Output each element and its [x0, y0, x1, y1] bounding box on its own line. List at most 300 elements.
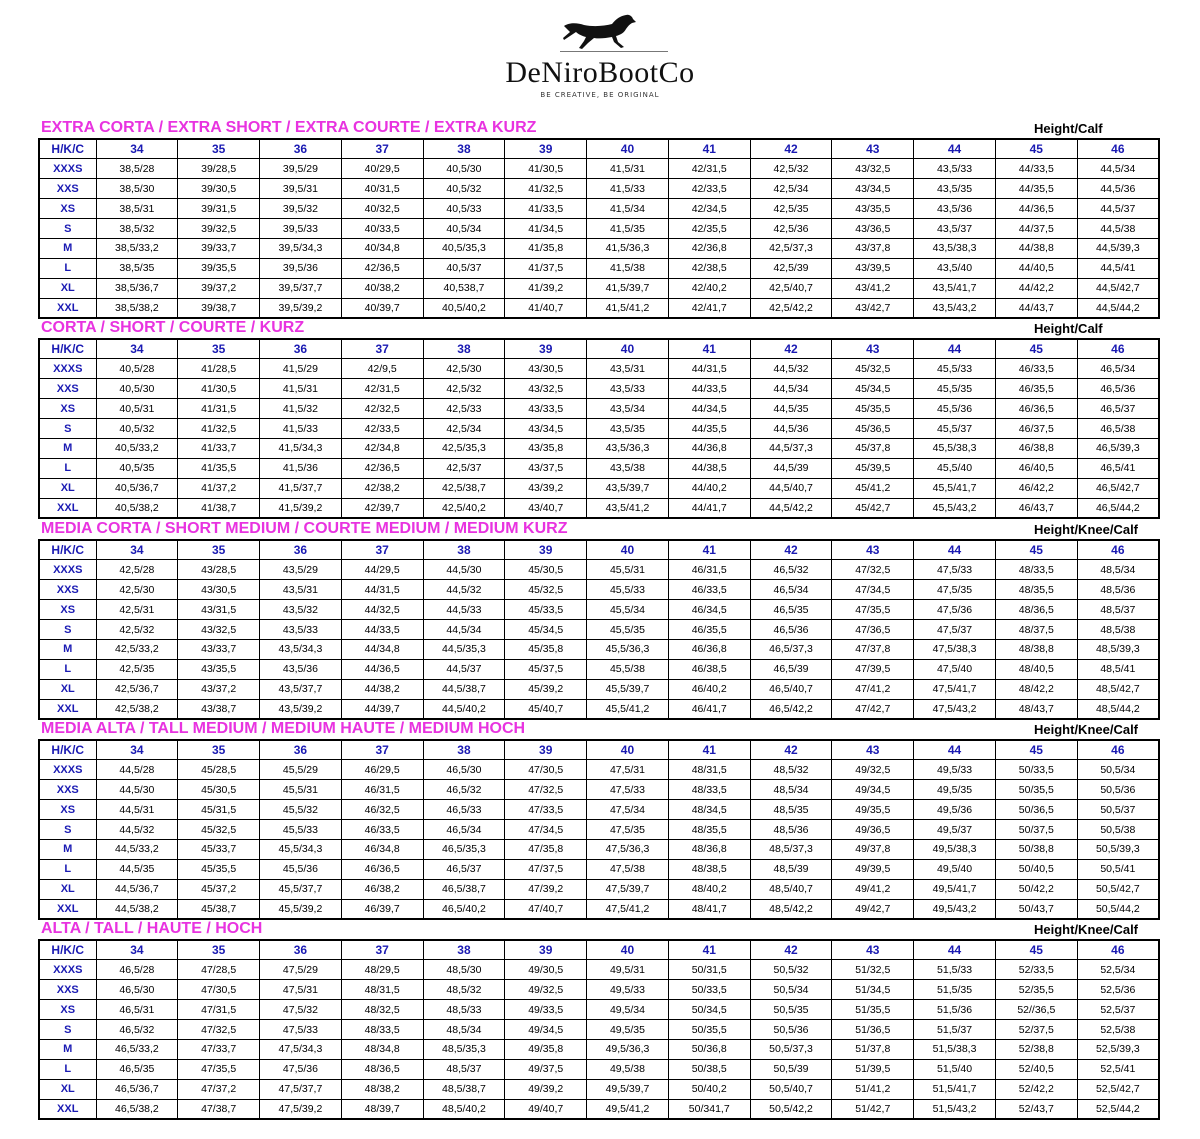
measurement-cell: 42/33,5: [668, 179, 750, 199]
measurement-cell: 50,5/39: [750, 1059, 832, 1079]
measurement-cell: 44,5/40,7: [750, 478, 832, 498]
measurement-cell: 51/39,5: [832, 1059, 914, 1079]
measurement-cell: 41/30,5: [178, 379, 260, 399]
measurement-cell: 47,5/33: [260, 1020, 342, 1040]
calf-size-label: L: [39, 859, 96, 879]
measurement-cell: 39/38,7: [178, 298, 260, 318]
measurement-cell: 47,5/41,2: [587, 899, 669, 919]
measurement-cell: 43/38,7: [178, 699, 260, 719]
measurement-cell: 48/38,8: [995, 639, 1077, 659]
measurement-cell: 48/35,5: [668, 820, 750, 840]
measurement-cell: 45,5/39,2: [260, 899, 342, 919]
shoe-size-header: 41: [668, 740, 750, 760]
measurement-cell: 47,5/38: [587, 859, 669, 879]
table-row: [39, 859, 1159, 879]
measurement-cell: 43/35,5: [832, 199, 914, 219]
measurement-cell: 45,5/38,3: [914, 438, 996, 458]
measurement-cell: 44/34,5: [668, 399, 750, 419]
table-row: [39, 298, 1159, 318]
size-section-extra-short: [38, 119, 1160, 319]
measurement-cell: 44/31,5: [341, 580, 423, 600]
shoe-size-header: 38: [423, 940, 505, 960]
measurement-cell: 43,5/38,3: [914, 238, 996, 258]
measurement-cell: 43/37,8: [832, 238, 914, 258]
measurement-cell: 46,5/40,7: [750, 679, 832, 699]
measurement-cell: 40,5/40,2: [423, 298, 505, 318]
measurement-cell: 47,5/35: [587, 820, 669, 840]
measurement-cell: 46,5/40,2: [423, 899, 505, 919]
measurement-cell: 42,5/38,7: [423, 478, 505, 498]
measurement-cell: 43,5/37,7: [260, 679, 342, 699]
shoe-size-header: 42: [750, 540, 832, 560]
measurement-cell: 44,5/34: [1077, 159, 1159, 179]
measurement-cell: 43,5/31: [260, 580, 342, 600]
table-row: [39, 278, 1159, 298]
measurement-cell: 46/39,7: [341, 899, 423, 919]
measurement-cell: 45,5/36: [914, 399, 996, 419]
measurement-cell: 46,5/34: [750, 580, 832, 600]
measurement-cell: 43/32,5: [178, 620, 260, 640]
measurement-cell: 48/41,7: [668, 899, 750, 919]
measurement-cell: 41/31,5: [178, 399, 260, 419]
measurement-label: Height/Knee/Calf: [1034, 722, 1139, 737]
measurement-cell: 42,5/34: [750, 179, 832, 199]
shoe-size-header: 34: [96, 339, 178, 359]
measurement-cell: 52/33,5: [995, 960, 1077, 980]
measurement-cell: 43/39,5: [832, 258, 914, 278]
shoe-size-header: 38: [423, 339, 505, 359]
measurement-cell: 48,5/38: [1077, 620, 1159, 640]
measurement-cell: 39/37,2: [178, 278, 260, 298]
table-row: [39, 238, 1159, 258]
measurement-cell: 40,5/30: [423, 159, 505, 179]
measurement-cell: 49,5/37: [914, 820, 996, 840]
measurement-cell: 44/33,5: [668, 379, 750, 399]
measurement-cell: 44/39,7: [341, 699, 423, 719]
measurement-cell: 43,5/33: [260, 620, 342, 640]
measurement-cell: 48,5/40,2: [423, 1099, 505, 1119]
measurement-cell: 44/33,5: [341, 620, 423, 640]
measurement-cell: 43,5/41,2: [587, 498, 669, 518]
measurement-cell: 46,5/33,2: [96, 1039, 178, 1059]
measurement-cell: 43/40,7: [505, 498, 587, 518]
measurement-cell: 41,5/29: [260, 359, 342, 379]
measurement-cell: 46/36,5: [341, 859, 423, 879]
measurement-cell: 44,5/38,2: [96, 899, 178, 919]
measurement-cell: 43,5/35: [587, 419, 669, 439]
table-row: [39, 458, 1159, 478]
calf-size-label: M: [39, 839, 96, 859]
measurement-cell: 47/34,5: [505, 820, 587, 840]
measurement-cell: 48/33,5: [341, 1020, 423, 1040]
measurement-cell: 42/41,7: [668, 298, 750, 318]
measurement-cell: 41/34,5: [505, 219, 587, 239]
calf-size-label: XXL: [39, 699, 96, 719]
measurement-cell: 47,5/32: [260, 1000, 342, 1020]
calf-size-label: XS: [39, 800, 96, 820]
measurement-cell: 45/30,5: [178, 780, 260, 800]
measurement-cell: 41,5/41,2: [587, 298, 669, 318]
measurement-cell: 39,5/32: [260, 199, 342, 219]
measurement-cell: 45/35,8: [505, 639, 587, 659]
measurement-cell: 44,5/42,2: [750, 498, 832, 518]
size-section-tall: [38, 920, 1160, 1120]
measurement-cell: 44,5/36: [750, 419, 832, 439]
measurement-cell: 45/33,5: [505, 600, 587, 620]
measurement-cell: 39/30,5: [178, 179, 260, 199]
calf-size-label: XXXS: [39, 560, 96, 580]
measurement-cell: 45/37,8: [832, 438, 914, 458]
measurement-cell: 45,5/37,7: [260, 879, 342, 899]
measurement-cell: 40,538,7: [423, 278, 505, 298]
measurement-cell: 48/40,5: [995, 659, 1077, 679]
shoe-size-header: 41: [668, 940, 750, 960]
shoe-size-header: 39: [505, 339, 587, 359]
measurement-cell: 50/36,5: [995, 800, 1077, 820]
measurement-cell: 48,5/32: [750, 760, 832, 780]
measurement-cell: 45,5/31: [587, 560, 669, 580]
brand-name: DeNiroBootCo: [505, 56, 695, 89]
measurement-cell: 49/42,7: [832, 899, 914, 919]
measurement-cell: 44,5/37: [423, 659, 505, 679]
measurement-cell: 40,5/32: [96, 419, 178, 439]
measurement-cell: 42/34,8: [341, 438, 423, 458]
shoe-size-header: 42: [750, 940, 832, 960]
measurement-cell: 46,5/30: [96, 980, 178, 1000]
table-row: [39, 179, 1159, 199]
measurement-cell: 44,5/32: [423, 580, 505, 600]
measurement-cell: 47/31,5: [178, 1000, 260, 1020]
measurement-cell: 43/39,2: [505, 478, 587, 498]
measurement-cell: 45,5/34,3: [260, 839, 342, 859]
measurement-cell: 44/36,5: [995, 199, 1077, 219]
measurement-cell: 48,5/42,7: [1077, 679, 1159, 699]
measurement-cell: 40/38,2: [341, 278, 423, 298]
measurement-cell: 44,5/31: [96, 800, 178, 820]
measurement-cell: 40,5/37: [423, 258, 505, 278]
measurement-cell: 48/43,7: [995, 699, 1077, 719]
table-row: [39, 498, 1159, 518]
measurement-cell: 44,5/35: [750, 399, 832, 419]
calf-size-label: S: [39, 620, 96, 640]
measurement-cell: 41/28,5: [178, 359, 260, 379]
shoe-size-header: 40: [587, 339, 669, 359]
measurement-cell: 44/32,5: [341, 600, 423, 620]
shoe-size-header: 44: [914, 740, 996, 760]
measurement-cell: 47/39,5: [832, 659, 914, 679]
measurement-cell: 50/38,5: [668, 1059, 750, 1079]
measurement-cell: 46,5/33: [423, 800, 505, 820]
measurement-cell: 47,5/31: [587, 760, 669, 780]
measurement-cell: 43,5/36,3: [587, 438, 669, 458]
section-title: CORTA / SHORT / COURTE / KURZ: [41, 319, 305, 336]
measurement-cell: 41,5/36,3: [587, 238, 669, 258]
measurement-cell: 41/35,8: [505, 238, 587, 258]
measurement-cell: 43/35,8: [505, 438, 587, 458]
measurement-cell: 45/39,2: [505, 679, 587, 699]
measurement-cell: 48/38,2: [341, 1079, 423, 1099]
measurement-cell: 52//36,5: [995, 1000, 1077, 1020]
measurement-cell: 45,5/33: [260, 820, 342, 840]
measurement-cell: 43/36,5: [832, 219, 914, 239]
measurement-cell: 43/37,2: [178, 679, 260, 699]
size-table: [38, 338, 1160, 519]
shoe-size-header: 34: [96, 940, 178, 960]
calf-size-label: XXL: [39, 1099, 96, 1119]
measurement-cell: 48/31,5: [341, 980, 423, 1000]
measurement-cell: 50,5/34: [1077, 760, 1159, 780]
shoe-size-header: 40: [587, 139, 669, 159]
measurement-cell: 47/33,7: [178, 1039, 260, 1059]
measurement-cell: 40,5/32: [423, 179, 505, 199]
measurement-cell: 50/43,7: [995, 899, 1077, 919]
measurement-cell: 46,5/31: [96, 1000, 178, 1020]
measurement-cell: 46,5/38,2: [96, 1099, 178, 1119]
measurement-cell: 45,5/34: [587, 600, 669, 620]
measurement-cell: 46,5/34: [423, 820, 505, 840]
measurement-cell: 52/42,2: [995, 1079, 1077, 1099]
shoe-size-header: 35: [178, 339, 260, 359]
calf-size-label: L: [39, 258, 96, 278]
measurement-cell: 40,5/31: [96, 399, 178, 419]
measurement-cell: 41,5/34,3: [260, 438, 342, 458]
measurement-cell: 42,5/36: [750, 219, 832, 239]
measurement-cell: 43/28,5: [178, 560, 260, 580]
measurement-cell: 48,5/35: [750, 800, 832, 820]
measurement-cell: 50,5/37,3: [750, 1039, 832, 1059]
shoe-size-header: 46: [1077, 540, 1159, 560]
calf-size-label: XL: [39, 478, 96, 498]
table-row: [39, 1099, 1159, 1119]
measurement-cell: 45,5/29: [260, 760, 342, 780]
shoe-size-header: 35: [178, 540, 260, 560]
calf-size-label: XL: [39, 679, 96, 699]
measurement-cell: 44/38,5: [668, 458, 750, 478]
measurement-cell: 41/38,7: [178, 498, 260, 518]
measurement-cell: 44,5/36: [1077, 179, 1159, 199]
measurement-cell: 52,5/44,2: [1077, 1099, 1159, 1119]
measurement-cell: 43/32,5: [505, 379, 587, 399]
measurement-cell: 52,5/38: [1077, 1020, 1159, 1040]
table-row: [39, 899, 1159, 919]
measurement-cell: 44/29,5: [341, 560, 423, 580]
measurement-cell: 45/39,5: [832, 458, 914, 478]
shoe-size-header: 46: [1077, 139, 1159, 159]
measurement-cell: 50/34,5: [668, 1000, 750, 1020]
measurement-cell: 48,5/44,2: [1077, 699, 1159, 719]
calf-size-label: S: [39, 419, 96, 439]
measurement-cell: 50/35,5: [995, 780, 1077, 800]
measurement-cell: 42/9,5: [341, 359, 423, 379]
measurement-cell: 38,5/28: [96, 159, 178, 179]
table-row: [39, 359, 1159, 379]
measurement-cell: 44/38,8: [995, 238, 1077, 258]
measurement-cell: 42,5/37,3: [750, 238, 832, 258]
measurement-cell: 49,5/41,2: [587, 1099, 669, 1119]
measurement-cell: 47/32,5: [832, 560, 914, 580]
measurement-cell: 50,5/42,7: [1077, 879, 1159, 899]
measurement-cell: 45/41,2: [832, 478, 914, 498]
measurement-cell: 42/31,5: [341, 379, 423, 399]
measurement-cell: 48,5/33: [423, 1000, 505, 1020]
measurement-cell: 51/34,5: [832, 980, 914, 1000]
measurement-cell: 51,5/41,7: [914, 1079, 996, 1099]
size-table: [38, 739, 1160, 920]
measurement-cell: 41,5/38: [587, 258, 669, 278]
measurement-cell: 40,5/33,2: [96, 438, 178, 458]
measurement-cell: 49,5/41,7: [914, 879, 996, 899]
measurement-cell: 48,5/41: [1077, 659, 1159, 679]
measurement-cell: 47,5/39,2: [260, 1099, 342, 1119]
measurement-cell: 42/36,5: [341, 258, 423, 278]
measurement-cell: 38,5/32: [96, 219, 178, 239]
measurement-cell: 40,5/38,2: [96, 498, 178, 518]
measurement-cell: 46/41,7: [668, 699, 750, 719]
table-row: [39, 1039, 1159, 1059]
calf-size-label: XXXS: [39, 159, 96, 179]
measurement-cell: 46,5/32: [96, 1020, 178, 1040]
measurement-cell: 47/32,5: [178, 1020, 260, 1040]
measurement-cell: 45/37,2: [178, 879, 260, 899]
section-title: ALTA / TALL / HAUTE / HOCH: [41, 920, 263, 937]
measurement-cell: 39/32,5: [178, 219, 260, 239]
measurement-cell: 41/33,5: [505, 199, 587, 219]
measurement-cell: 52,5/39,3: [1077, 1039, 1159, 1059]
measurement-cell: 48,5/32: [423, 980, 505, 1000]
measurement-cell: 45/40,7: [505, 699, 587, 719]
measurement-label: Height/Calf: [1034, 321, 1103, 336]
measurement-cell: 47,5/36: [914, 600, 996, 620]
measurement-cell: 44,5/34: [423, 620, 505, 640]
measurement-cell: 42,5/39: [750, 258, 832, 278]
shoe-size-header: 35: [178, 940, 260, 960]
measurement-cell: 48,5/34: [1077, 560, 1159, 580]
measurement-cell: 47/28,5: [178, 960, 260, 980]
measurement-cell: 47,5/33: [914, 560, 996, 580]
calf-size-label: XL: [39, 278, 96, 298]
measurement-cell: 49/39,5: [832, 859, 914, 879]
measurement-cell: 46,5/42,2: [750, 699, 832, 719]
measurement-cell: 50/42,2: [995, 879, 1077, 899]
measurement-cell: 41,5/33: [587, 179, 669, 199]
measurement-cell: 43/42,7: [832, 298, 914, 318]
measurement-cell: 39,5/33: [260, 219, 342, 239]
measurement-cell: 41,5/33: [260, 419, 342, 439]
measurement-cell: 43,5/35: [914, 179, 996, 199]
measurement-cell: 48/32,5: [341, 1000, 423, 1020]
measurement-cell: 42/33,5: [341, 419, 423, 439]
measurement-cell: 48/35,5: [995, 580, 1077, 600]
measurement-cell: 49/32,5: [832, 760, 914, 780]
measurement-cell: 42/36,8: [668, 238, 750, 258]
calf-size-label: XL: [39, 1079, 96, 1099]
measurement-cell: 47,5/34: [587, 800, 669, 820]
measurement-cell: 45/34,5: [505, 620, 587, 640]
calf-size-label: S: [39, 219, 96, 239]
measurement-cell: 46,5/38: [1077, 419, 1159, 439]
measurement-cell: 43,5/36: [260, 659, 342, 679]
shoe-size-header: 43: [832, 139, 914, 159]
measurement-cell: 45,5/38: [587, 659, 669, 679]
measurement-cell: 41,5/31: [260, 379, 342, 399]
measurement-cell: 50/341,7: [668, 1099, 750, 1119]
measurement-cell: 43/33,7: [178, 639, 260, 659]
calf-size-label: XXS: [39, 780, 96, 800]
measurement-cell: 43/41,2: [832, 278, 914, 298]
measurement-cell: 40/29,5: [341, 159, 423, 179]
measurement-cell: 42,5/30: [96, 580, 178, 600]
measurement-cell: 43/34,5: [832, 179, 914, 199]
measurement-cell: 45/36,5: [832, 419, 914, 439]
measurement-cell: 38,5/35: [96, 258, 178, 278]
measurement-cell: 46/33,5: [995, 359, 1077, 379]
measurement-cell: 47/35,8: [505, 839, 587, 859]
measurement-cell: 43/33,5: [505, 399, 587, 419]
shoe-size-header: 41: [668, 339, 750, 359]
measurement-cell: 50,5/34: [750, 980, 832, 1000]
shoe-size-header: 36: [260, 540, 342, 560]
measurement-cell: 51,5/40: [914, 1059, 996, 1079]
measurement-cell: 41/30,5: [505, 159, 587, 179]
measurement-cell: 47,5/43,2: [914, 699, 996, 719]
measurement-cell: 51/35,5: [832, 1000, 914, 1020]
measurement-cell: 47,5/37,7: [260, 1079, 342, 1099]
calf-size-label: M: [39, 1039, 96, 1059]
measurement-cell: 42/38,2: [341, 478, 423, 498]
measurement-cell: 39,5/39,2: [260, 298, 342, 318]
section-header: [38, 119, 1160, 138]
measurement-label: Height/Calf: [1034, 121, 1103, 136]
calf-size-label: L: [39, 458, 96, 478]
size-table: [38, 138, 1160, 319]
measurement-cell: 44/43,7: [995, 298, 1077, 318]
shoe-size-header: 37: [341, 740, 423, 760]
measurement-cell: 40/32,5: [341, 199, 423, 219]
measurement-cell: 51/32,5: [832, 960, 914, 980]
table-row: [39, 980, 1159, 1000]
measurement-cell: 51/37,8: [832, 1039, 914, 1059]
measurement-cell: 44,5/30: [423, 560, 505, 580]
measurement-cell: 38,5/36,7: [96, 278, 178, 298]
measurement-cell: 41/40,7: [505, 298, 587, 318]
measurement-cell: 42,5/30: [423, 359, 505, 379]
measurement-cell: 43/30,5: [505, 359, 587, 379]
measurement-cell: 48,5/30: [423, 960, 505, 980]
table-row: [39, 600, 1159, 620]
measurement-cell: 49/40,7: [505, 1099, 587, 1119]
measurement-cell: 52,5/41: [1077, 1059, 1159, 1079]
shoe-size-header: 40: [587, 940, 669, 960]
measurement-cell: 48/38,5: [668, 859, 750, 879]
measurement-cell: 52,5/37: [1077, 1000, 1159, 1020]
measurement-cell: 47,5/36,3: [587, 839, 669, 859]
measurement-cell: 46,5/37: [423, 859, 505, 879]
measurement-cell: 47,5/34,3: [260, 1039, 342, 1059]
shoe-size-header: 44: [914, 940, 996, 960]
measurement-cell: 49/37,8: [832, 839, 914, 859]
measurement-cell: 49,5/38,3: [914, 839, 996, 859]
measurement-cell: 48/36,8: [668, 839, 750, 859]
measurement-cell: 40/33,5: [341, 219, 423, 239]
measurement-cell: 42,5/32: [96, 620, 178, 640]
calf-size-label: XXS: [39, 379, 96, 399]
measurement-cell: 44/35,5: [668, 419, 750, 439]
measurement-cell: 42,5/28: [96, 560, 178, 580]
shoe-size-header: 37: [341, 540, 423, 560]
table-row: [39, 438, 1159, 458]
measurement-cell: 48/34,5: [668, 800, 750, 820]
shoe-size-header: 46: [1077, 740, 1159, 760]
